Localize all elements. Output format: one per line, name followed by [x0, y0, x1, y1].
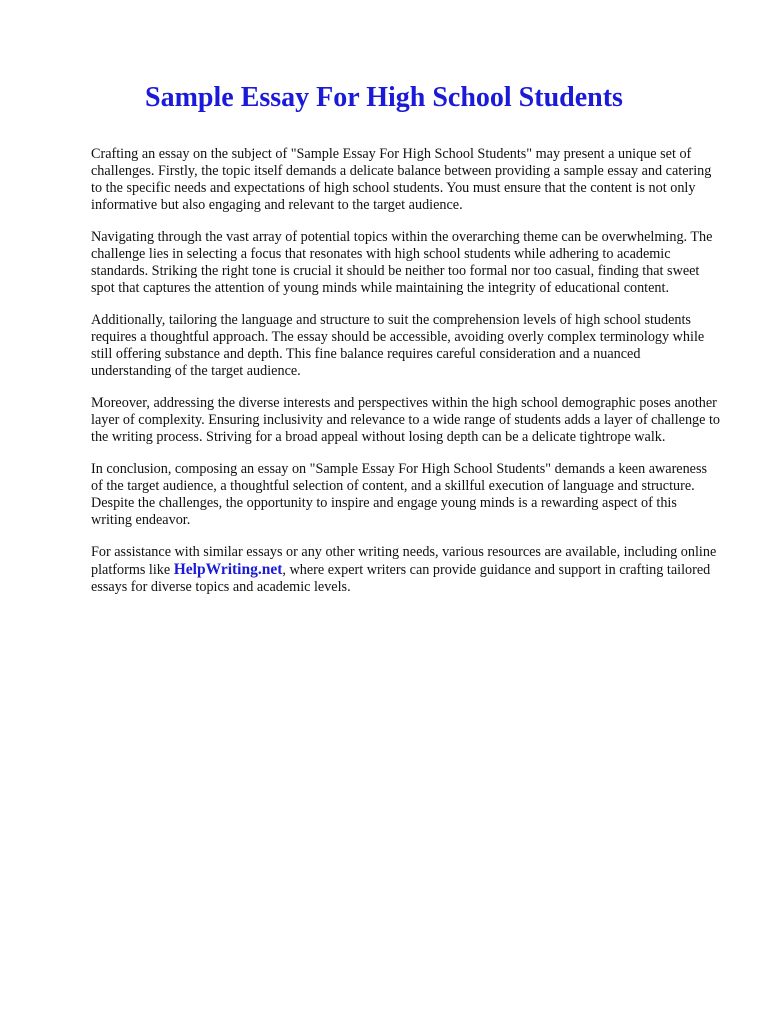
paragraph-diversity: Moreover, addressing the diverse interests and perspectives within the high school demographic poses another layer of complexity. Ensuring inclusivity and relevance to a wide range of students adds a layer of challenge to the writing process. Striving for a broad appeal without losing depth can be a delicate tightrope walk.	[91, 395, 721, 445]
assistance-text-before: For assistance with similar essays or any other writing needs, various resources are available, including online platforms like	[91, 544, 717, 578]
paragraph-language: Additionally, tailoring the language and structure to suit the comprehension levels of high school students requires a thoughtful approach. The essay should be accessible, avoiding overly complex terminology while still offering substance and depth. This fine balance requires careful consideration and a nuanced understanding of the target audience.	[91, 312, 705, 379]
paragraph-conclusion: In conclusion, composing an essay on "Sample Essay For High School Students" demands a keen awareness of the target audience, a thoughtful selection of content, and a skillful execution of language and structure. Despite the challenges, the opportunity to inspire and engage young minds is a rewarding aspect of this writing endeavor.	[91, 461, 708, 528]
helpwriting-link[interactable]: HelpWriting.net	[173, 561, 283, 578]
assistance-text-after: , where expert writers can provide guidance and support in crafting tailored essays for diverse topics and academic levels.	[91, 562, 711, 595]
document-body	[91, 146, 721, 611]
paragraph-topics: Navigating through the vast array of potential topics within the overarching theme can be overwhelming. The challenge lies in selecting a focus that resonates with high school students while adhering to academic standards. Striking the right tone is crucial it should be neither too formal nor too casual, finding that sweet spot that captures the attention of young minds while maintaining the integrity of educational content.	[91, 229, 713, 296]
paragraph-intro: Crafting an essay on the subject of "Sample Essay For High School Students" may present a unique set of challenges. Firstly, the topic itself demands a delicate balance between providing a sample essay and catering to the specific needs and expectations of high school students. You must ensure that the content is not only informative but also engaging and relevant to the target audience.	[91, 146, 712, 213]
document-title: Sample Essay For High School Students	[145, 82, 623, 113]
paragraph-assistance	[91, 544, 721, 596]
